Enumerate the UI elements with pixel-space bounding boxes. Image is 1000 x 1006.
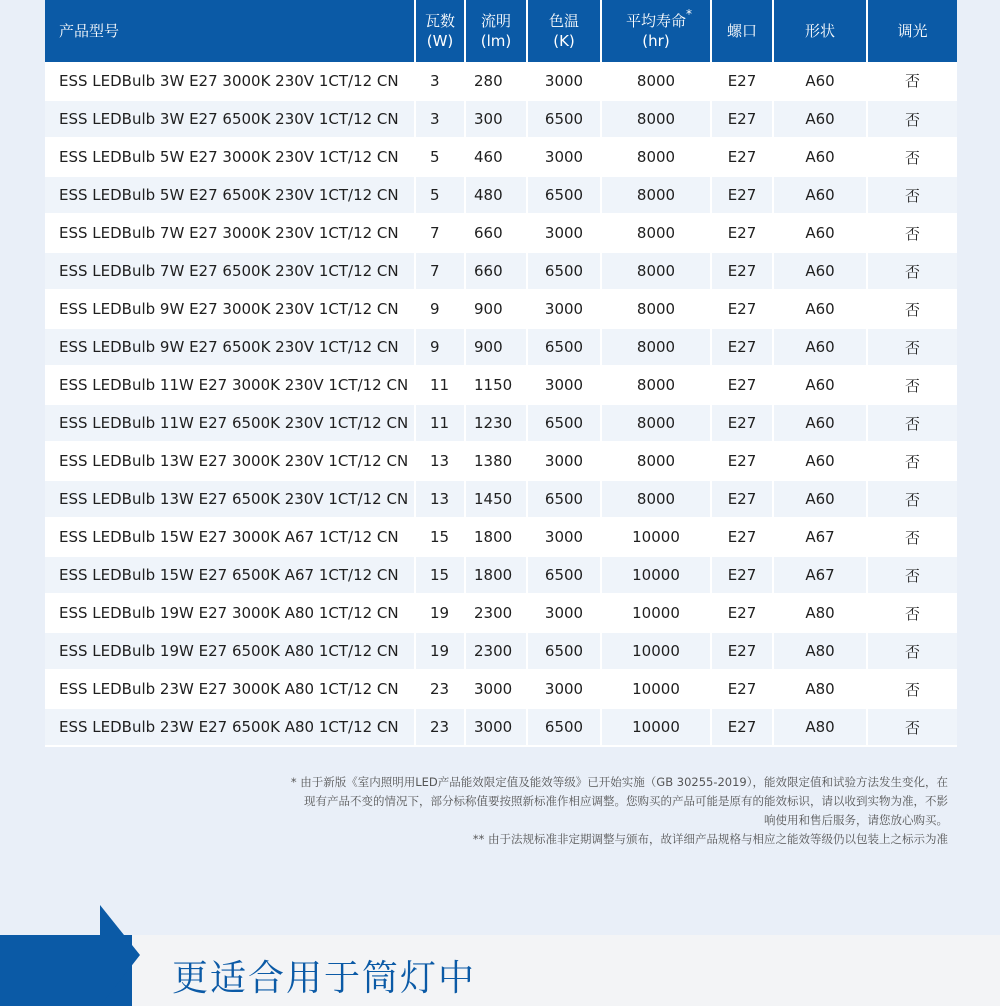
- cell-lumen: 280: [465, 62, 527, 100]
- cell-shape: A60: [773, 100, 867, 138]
- cell-lumen: 1150: [465, 366, 527, 404]
- cell-watt: 9: [415, 328, 465, 366]
- cell-watt: 11: [415, 404, 465, 442]
- cell-model: ESS LEDBulb 11W E27 6500K 230V 1CT/12 CN: [45, 404, 415, 442]
- cell-shape: A60: [773, 404, 867, 442]
- cell-shape: A67: [773, 556, 867, 594]
- cell-dim: 否: [867, 632, 957, 670]
- cell-lumen: 1450: [465, 480, 527, 518]
- cell-shape: A60: [773, 290, 867, 328]
- cell-watt: 13: [415, 480, 465, 518]
- cell-lumen: 1230: [465, 404, 527, 442]
- cell-watt: 3: [415, 100, 465, 138]
- cell-cct: 3000: [527, 594, 601, 632]
- cell-watt: 19: [415, 594, 465, 632]
- cell-dim: 否: [867, 214, 957, 252]
- cell-life: 8000: [601, 176, 711, 214]
- cell-model: ESS LEDBulb 19W E27 6500K A80 1CT/12 CN: [45, 632, 415, 670]
- cell-dim: 否: [867, 442, 957, 480]
- cell-base: E27: [711, 176, 773, 214]
- section-title: 更适合用于筒灯中: [172, 958, 477, 999]
- cell-model: ESS LEDBulb 15W E27 6500K A67 1CT/12 CN: [45, 556, 415, 594]
- cell-watt: 5: [415, 138, 465, 176]
- table-row: [45, 556, 957, 594]
- table-row: [45, 290, 957, 328]
- cell-life: 10000: [601, 518, 711, 556]
- cell-cct: 6500: [527, 252, 601, 290]
- cell-lumen: 660: [465, 252, 527, 290]
- table-row: [45, 176, 957, 214]
- cell-cct: 6500: [527, 480, 601, 518]
- cell-cct: 6500: [527, 632, 601, 670]
- cell-model: ESS LEDBulb 3W E27 6500K 230V 1CT/12 CN: [45, 100, 415, 138]
- cell-life: 8000: [601, 442, 711, 480]
- cell-lumen: 300: [465, 100, 527, 138]
- header-shape: 形状: [773, 0, 867, 62]
- cell-cct: 3000: [527, 214, 601, 252]
- cell-base: E27: [711, 100, 773, 138]
- cell-life: 8000: [601, 62, 711, 100]
- cell-watt: 3: [415, 62, 465, 100]
- cell-cct: 3000: [527, 62, 601, 100]
- cell-watt: 23: [415, 670, 465, 708]
- cell-watt: 15: [415, 518, 465, 556]
- table-row: [45, 366, 957, 404]
- cell-dim: 否: [867, 480, 957, 518]
- cell-base: E27: [711, 556, 773, 594]
- cell-cct: 6500: [527, 556, 601, 594]
- table-row: [45, 100, 957, 138]
- cell-cct: 3000: [527, 518, 601, 556]
- cell-life: 10000: [601, 556, 711, 594]
- cell-lumen: 660: [465, 214, 527, 252]
- cell-shape: A60: [773, 480, 867, 518]
- cell-model: ESS LEDBulb 15W E27 3000K A67 1CT/12 CN: [45, 518, 415, 556]
- cell-life: 10000: [601, 670, 711, 708]
- cell-lumen: 1800: [465, 556, 527, 594]
- cell-model: ESS LEDBulb 5W E27 6500K 230V 1CT/12 CN: [45, 176, 415, 214]
- table-row: [45, 670, 957, 708]
- cell-dim: 否: [867, 252, 957, 290]
- cell-base: E27: [711, 62, 773, 100]
- header-dim: 调光: [867, 0, 957, 62]
- cell-model: ESS LEDBulb 5W E27 3000K 230V 1CT/12 CN: [45, 138, 415, 176]
- cell-base: E27: [711, 404, 773, 442]
- cell-model: ESS LEDBulb 9W E27 6500K 230V 1CT/12 CN: [45, 328, 415, 366]
- cell-life: 10000: [601, 594, 711, 632]
- cell-lumen: 480: [465, 176, 527, 214]
- cell-cct: 3000: [527, 138, 601, 176]
- cell-cct: 6500: [527, 100, 601, 138]
- cell-shape: A60: [773, 62, 867, 100]
- table-row: [45, 138, 957, 176]
- cell-shape: A80: [773, 708, 867, 746]
- cell-base: E27: [711, 442, 773, 480]
- table-row: [45, 632, 957, 670]
- header-life: 平均寿命 * (hr): [601, 0, 711, 62]
- cell-shape: A80: [773, 632, 867, 670]
- cell-watt: 13: [415, 442, 465, 480]
- spec-table-container: [45, 0, 957, 747]
- table-row: [45, 708, 957, 746]
- cell-life: 8000: [601, 404, 711, 442]
- cell-life: 10000: [601, 708, 711, 746]
- cell-shape: A60: [773, 442, 867, 480]
- cell-model: ESS LEDBulb 7W E27 3000K 230V 1CT/12 CN: [45, 214, 415, 252]
- cell-base: E27: [711, 708, 773, 746]
- cell-model: ESS LEDBulb 11W E27 3000K 230V 1CT/12 CN: [45, 366, 415, 404]
- footnotes: [188, 773, 948, 849]
- cell-shape: A60: [773, 328, 867, 366]
- cell-dim: 否: [867, 62, 957, 100]
- cell-model: ESS LEDBulb 3W E27 3000K 230V 1CT/12 CN: [45, 62, 415, 100]
- cell-lumen: 1380: [465, 442, 527, 480]
- cell-watt: 11: [415, 366, 465, 404]
- cell-lumen: 3000: [465, 670, 527, 708]
- cell-shape: A60: [773, 214, 867, 252]
- table-row: [45, 252, 957, 290]
- cell-life: 10000: [601, 632, 711, 670]
- cell-dim: 否: [867, 138, 957, 176]
- header-life-footnote-mark: *: [686, 7, 692, 21]
- cell-cct: 6500: [527, 176, 601, 214]
- cell-base: E27: [711, 138, 773, 176]
- cell-watt: 7: [415, 214, 465, 252]
- cell-base: E27: [711, 632, 773, 670]
- cell-model: ESS LEDBulb 9W E27 3000K 230V 1CT/12 CN: [45, 290, 415, 328]
- cell-base: E27: [711, 214, 773, 252]
- cell-model: ESS LEDBulb 13W E27 3000K 230V 1CT/12 CN: [45, 442, 415, 480]
- table-row: [45, 442, 957, 480]
- cell-dim: 否: [867, 404, 957, 442]
- cell-lumen: 2300: [465, 594, 527, 632]
- cell-shape: A60: [773, 366, 867, 404]
- table-row: [45, 404, 957, 442]
- bottom-banner: [0, 935, 1000, 1006]
- cell-shape: A60: [773, 176, 867, 214]
- cell-dim: 否: [867, 556, 957, 594]
- cell-dim: 否: [867, 328, 957, 366]
- cell-shape: A60: [773, 252, 867, 290]
- cell-model: ESS LEDBulb 23W E27 6500K A80 1CT/12 CN: [45, 708, 415, 746]
- cell-cct: 3000: [527, 290, 601, 328]
- cell-lumen: 900: [465, 290, 527, 328]
- cell-model: ESS LEDBulb 23W E27 3000K A80 1CT/12 CN: [45, 670, 415, 708]
- cell-watt: 19: [415, 632, 465, 670]
- cell-cct: 3000: [527, 366, 601, 404]
- cell-shape: A80: [773, 594, 867, 632]
- cell-dim: 否: [867, 594, 957, 632]
- cell-base: E27: [711, 670, 773, 708]
- cell-dim: 否: [867, 100, 957, 138]
- cell-cct: 6500: [527, 328, 601, 366]
- header-model: 产品型号: [45, 0, 415, 62]
- cell-base: E27: [711, 518, 773, 556]
- cell-base: E27: [711, 290, 773, 328]
- cell-cct: 6500: [527, 708, 601, 746]
- cell-dim: 否: [867, 518, 957, 556]
- header-base: 螺口: [711, 0, 773, 62]
- header-lumen: 流明 (lm): [465, 0, 527, 62]
- table-row: [45, 62, 957, 100]
- header-cct: 色温 (K): [527, 0, 601, 62]
- banner-arrow-icon: [100, 905, 140, 1006]
- cell-watt: 5: [415, 176, 465, 214]
- table-row: [45, 328, 957, 366]
- cell-shape: A67: [773, 518, 867, 556]
- cell-life: 8000: [601, 100, 711, 138]
- cell-base: E27: [711, 328, 773, 366]
- cell-shape: A60: [773, 138, 867, 176]
- cell-watt: 9: [415, 290, 465, 328]
- cell-base: E27: [711, 252, 773, 290]
- footnote-line: 响使用和售后服务，请您放心购买。: [764, 813, 948, 827]
- cell-cct: 3000: [527, 442, 601, 480]
- cell-lumen: 2300: [465, 632, 527, 670]
- cell-life: 8000: [601, 366, 711, 404]
- footnote-line: 现有产品不变的情况下，部分标称值要按照新标准作相应调整。您购买的产品可能是原有的能效标识，请以收到实物为准，不影: [304, 794, 948, 808]
- cell-lumen: 1800: [465, 518, 527, 556]
- cell-life: 8000: [601, 252, 711, 290]
- cell-life: 8000: [601, 480, 711, 518]
- table-row: [45, 480, 957, 518]
- cell-dim: 否: [867, 708, 957, 746]
- cell-dim: 否: [867, 670, 957, 708]
- cell-base: E27: [711, 480, 773, 518]
- cell-dim: 否: [867, 366, 957, 404]
- header-watt: 瓦数 (W): [415, 0, 465, 62]
- footnote-line: ** 由于法规标准非定期调整与颁布，故详细产品规格与相应之能效等级仍以包装上之标示为准: [472, 832, 948, 846]
- cell-model: ESS LEDBulb 7W E27 6500K 230V 1CT/12 CN: [45, 252, 415, 290]
- table-body: [45, 62, 957, 746]
- cell-life: 8000: [601, 214, 711, 252]
- table-row: [45, 594, 957, 632]
- cell-base: E27: [711, 594, 773, 632]
- spec-table: [45, 0, 957, 747]
- table-row: [45, 214, 957, 252]
- cell-watt: 7: [415, 252, 465, 290]
- cell-life: 8000: [601, 290, 711, 328]
- cell-lumen: 460: [465, 138, 527, 176]
- cell-cct: 3000: [527, 670, 601, 708]
- cell-watt: 23: [415, 708, 465, 746]
- footnote-line: * 由于新版《室内照明用LED产品能效限定值及能效等级》已开始实施（GB 30255-2019），能效限定值和试验方法发生变化，在: [290, 775, 948, 789]
- cell-life: 8000: [601, 328, 711, 366]
- cell-dim: 否: [867, 290, 957, 328]
- cell-life: 8000: [601, 138, 711, 176]
- cell-cct: 6500: [527, 404, 601, 442]
- cell-watt: 15: [415, 556, 465, 594]
- cell-model: ESS LEDBulb 13W E27 6500K 230V 1CT/12 CN: [45, 480, 415, 518]
- cell-shape: A80: [773, 670, 867, 708]
- cell-base: E27: [711, 366, 773, 404]
- table-header-row: [45, 0, 957, 62]
- cell-model: ESS LEDBulb 19W E27 3000K A80 1CT/12 CN: [45, 594, 415, 632]
- cell-dim: 否: [867, 176, 957, 214]
- cell-lumen: 3000: [465, 708, 527, 746]
- cell-lumen: 900: [465, 328, 527, 366]
- table-row: [45, 518, 957, 556]
